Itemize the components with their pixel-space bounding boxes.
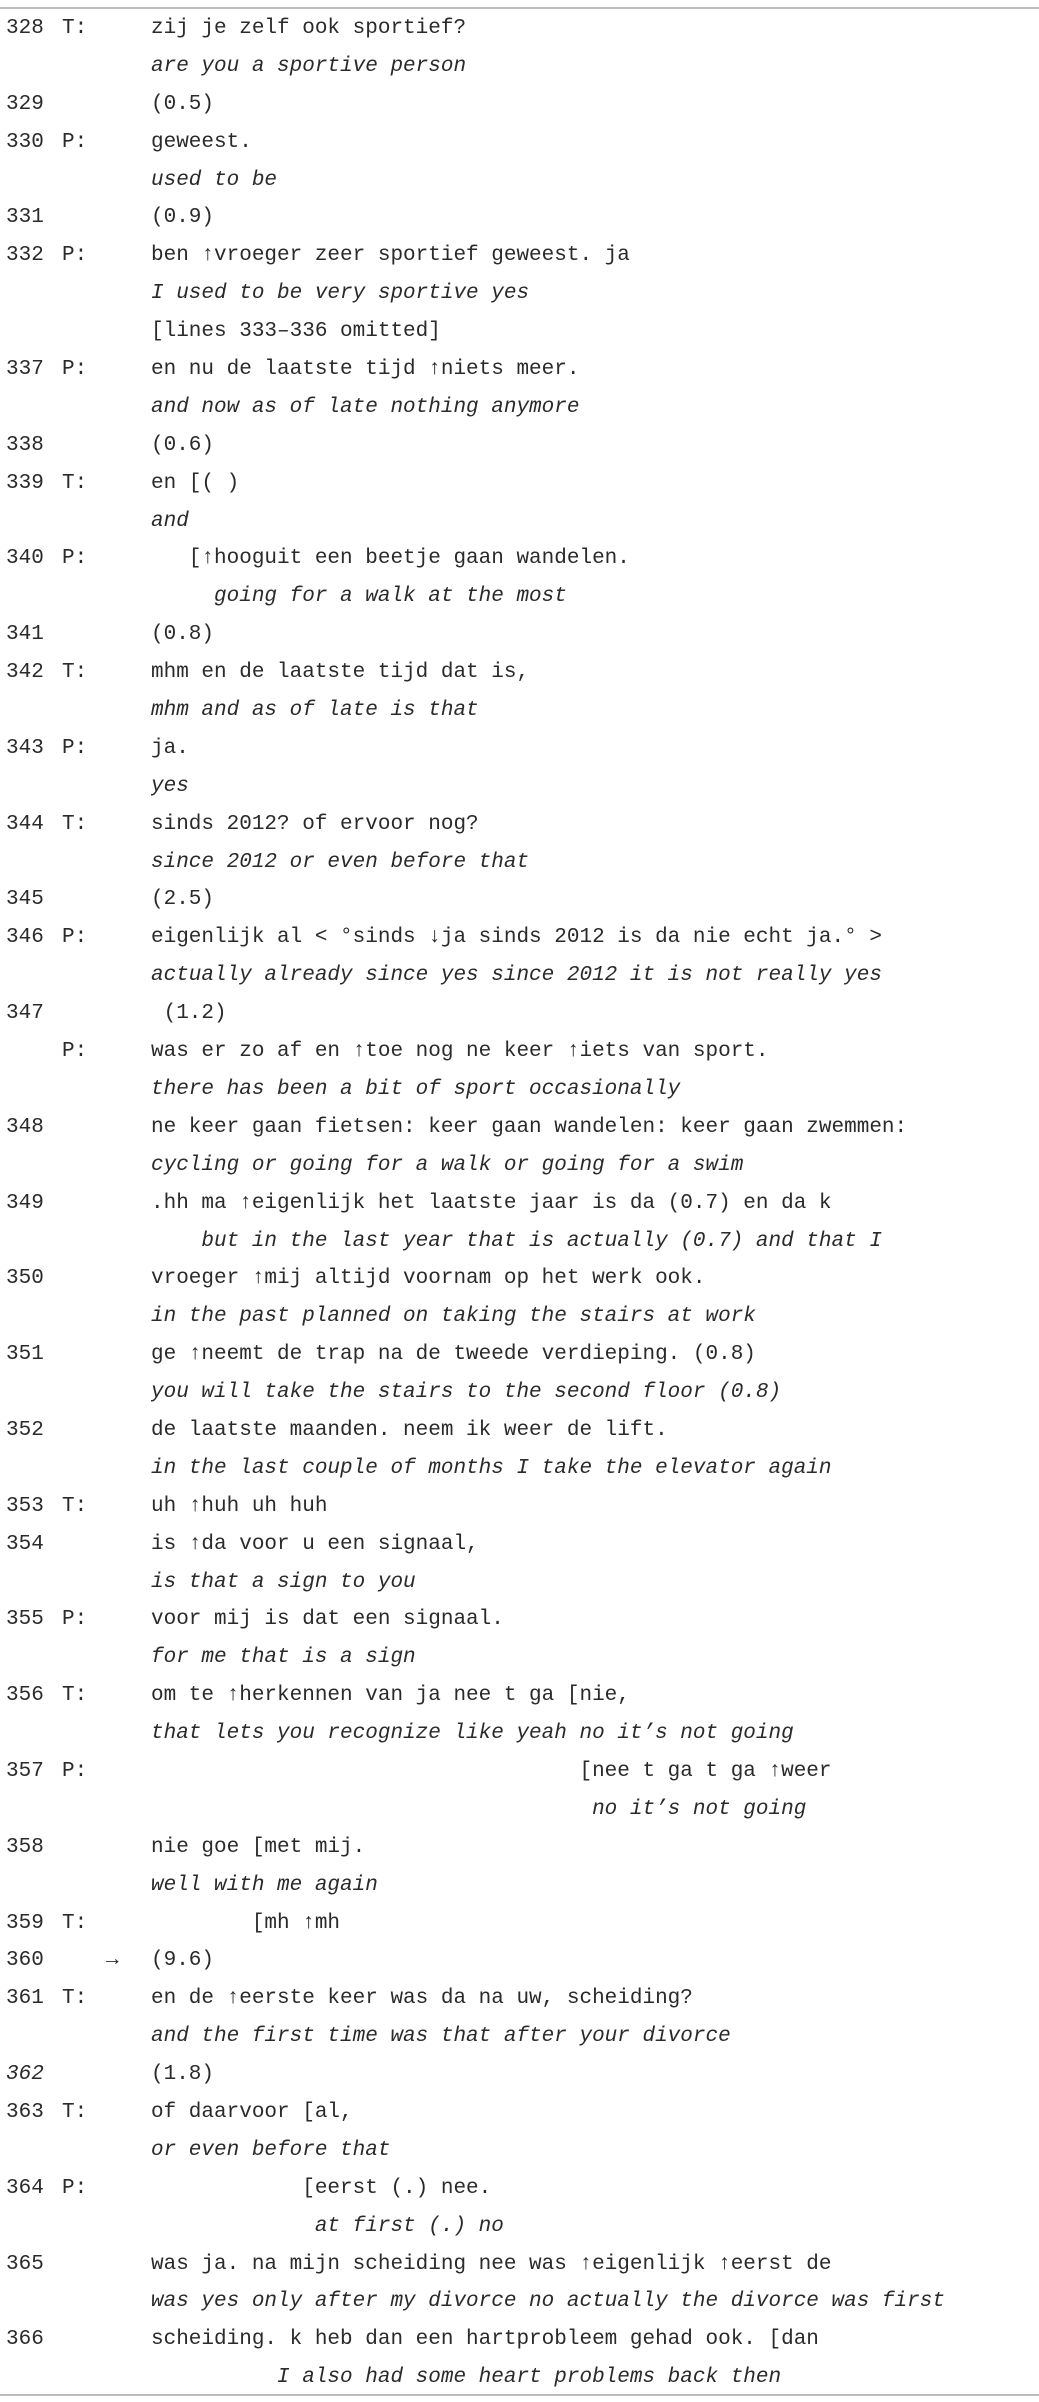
utterance-text: (0.6) — [151, 433, 215, 457]
transcript-line — [0, 1227, 1039, 1265]
speaker-label: P: — [62, 130, 88, 154]
transcript-line — [0, 90, 1039, 128]
speaker-label: T: — [62, 1987, 88, 2011]
utterance-text: [lines 333–336 omitted] — [151, 320, 441, 344]
utterance-text: ben ↑vroeger zeer sportief geweest. ja — [151, 244, 630, 268]
line-number: 366 — [6, 2328, 44, 2352]
transcript-line — [0, 2098, 1039, 2136]
transcript-line — [0, 203, 1039, 241]
utterance-text: (1.8) — [151, 2063, 215, 2087]
transcript-line — [0, 1605, 1039, 1643]
translation-text: yes — [151, 774, 189, 798]
speaker-label: T: — [62, 1494, 88, 1518]
transcript-line — [0, 2250, 1039, 2288]
transcript-line — [0, 1757, 1039, 1795]
transcript-line — [0, 393, 1039, 431]
line-number: 342 — [6, 661, 44, 685]
transcript-line — [0, 848, 1039, 886]
transcript-line — [0, 1378, 1039, 1416]
transcript-line — [0, 1113, 1039, 1151]
transcript-line — [0, 1871, 1039, 1909]
translation-text: no it’s not going — [151, 1797, 807, 1821]
speaker-label: T: — [62, 1684, 88, 1708]
utterance-text: (1.2) — [151, 1002, 227, 1026]
transcript-line — [0, 999, 1039, 1037]
translation-text: I used to be very sportive yes — [151, 282, 530, 306]
translation-text: and — [151, 509, 189, 533]
top-rule — [0, 7, 1039, 9]
utterance-text: voor mij is dat een signaal. — [151, 1608, 504, 1632]
line-number: 340 — [6, 547, 44, 571]
transcript-line — [0, 620, 1039, 658]
translation-text: is that a sign to you — [151, 1570, 416, 1594]
speaker-label: P: — [62, 1759, 88, 1783]
utterance-text: nie goe [met mij. — [151, 1835, 366, 1859]
translation-text: mhm and as of late is that — [151, 699, 479, 723]
translation-text: cycling or going for a walk or going for a swim — [151, 1153, 744, 1177]
transcript-line — [0, 166, 1039, 204]
transcript-line — [0, 544, 1039, 582]
transcript-line — [0, 1643, 1039, 1681]
transcript-line — [0, 317, 1039, 355]
transcript-line — [0, 1189, 1039, 1227]
transcript-line — [0, 1075, 1039, 1113]
translation-text: that lets you recognize like yeah no it’s not going — [151, 1722, 794, 1746]
line-number: 349 — [6, 1191, 44, 1215]
translation-text: since 2012 or even before that — [151, 850, 530, 874]
transcript-line — [0, 2287, 1039, 2325]
line-number: 363 — [6, 2100, 44, 2124]
utterance-text: om te ↑herkennen van ja nee t ga [nie, — [151, 1684, 630, 1708]
utterance-text: ge ↑neemt de trap na de tweede verdieping. (0.8) — [151, 1343, 756, 1367]
line-number: 343 — [6, 736, 44, 760]
utterance-text: .hh ma ↑eigenlijk het laatste jaar is da (0.7) en da k — [151, 1191, 832, 1215]
line-number: 360 — [6, 1949, 44, 1973]
transcript-line — [0, 734, 1039, 772]
transcript-line — [0, 507, 1039, 545]
transcript-line — [0, 2212, 1039, 2250]
line-number: 350 — [6, 1267, 44, 1291]
utterance-text: scheiding. k heb dan een hartprobleem gehad ook. [dan — [151, 2328, 819, 2352]
transcript-line — [0, 1833, 1039, 1871]
transcript-line — [0, 1984, 1039, 2022]
speaker-label: T: — [62, 471, 88, 495]
line-number: 355 — [6, 1608, 44, 1632]
line-number: 330 — [6, 130, 44, 154]
transcript-line — [0, 128, 1039, 166]
utterance-text: [nee t ga t ga ↑weer — [151, 1759, 832, 1783]
transcript-line — [0, 658, 1039, 696]
transcript-line — [0, 923, 1039, 961]
transcript-line — [0, 241, 1039, 279]
line-number: 358 — [6, 1835, 44, 1859]
utterance-text: vroeger ↑mij altijd voornam op het werk ook. — [151, 1267, 706, 1291]
speaker-label: T: — [62, 661, 88, 685]
transcript-line — [0, 1302, 1039, 1340]
utterance-text: en nu de laatste tijd ↑niets meer. — [151, 358, 580, 382]
line-number: 356 — [6, 1684, 44, 1708]
utterance-text: [eerst (.) nee. — [151, 2176, 492, 2200]
speaker-label: T: — [62, 812, 88, 836]
transcript-line — [0, 14, 1039, 52]
transcript-line — [0, 810, 1039, 848]
utterance-text: (0.9) — [151, 206, 215, 230]
line-number: 351 — [6, 1343, 44, 1367]
speaker-label: T: — [62, 2100, 88, 2124]
line-number: 361 — [6, 1987, 44, 2011]
translation-text: in the last couple of months I take the elevator again — [151, 1456, 832, 1480]
utterance-text: mhm en de laatste tijd dat is, — [151, 661, 530, 685]
line-number: 359 — [6, 1911, 44, 1935]
transcript-line — [0, 1681, 1039, 1719]
line-number: 353 — [6, 1494, 44, 1518]
transcript-line — [0, 431, 1039, 469]
utterance-text: de laatste maanden. neem ik weer de lift. — [151, 1418, 668, 1442]
translation-text: going for a walk at the most — [151, 585, 567, 609]
transcript-line — [0, 1795, 1039, 1833]
transcript-line — [0, 696, 1039, 734]
translation-text: at first (.) no — [151, 2214, 504, 2238]
transcript-line — [0, 1340, 1039, 1378]
translation-text: there has been a bit of sport occasionally — [151, 1077, 681, 1101]
transcript-line — [0, 1719, 1039, 1757]
utterance-text: [mh ↑mh — [151, 1911, 341, 1935]
transcript-line — [0, 279, 1039, 317]
utterance-text: ne keer gaan fietsen: keer gaan wandelen: keer gaan zwemmen: — [151, 1115, 908, 1139]
transcript-line — [0, 2060, 1039, 2098]
translation-text: and now as of late nothing anymore — [151, 395, 580, 419]
transcript-line — [0, 2325, 1039, 2363]
utterance-text: sinds 2012? of ervoor nog? — [151, 812, 479, 836]
utterance-text: (2.5) — [151, 888, 215, 912]
translation-text: are you a sportive person — [151, 54, 467, 78]
bottom-rule — [0, 2394, 1039, 2396]
transcript-line — [0, 2174, 1039, 2212]
utterance-text: ja. — [151, 736, 189, 760]
speaker-label: P: — [62, 547, 88, 571]
transcript-line — [0, 52, 1039, 90]
utterance-text: geweest. — [151, 130, 252, 154]
utterance-text: was ja. na mijn scheiding nee was ↑eigenlijk ↑eerst de — [151, 2252, 832, 2276]
transcript-line — [0, 1568, 1039, 1606]
line-number: 328 — [6, 17, 44, 40]
transcript-line — [0, 1530, 1039, 1568]
translation-text: for me that is a sign — [151, 1646, 416, 1670]
utterance-text: is ↑da voor u een signaal, — [151, 1532, 479, 1556]
line-number: 362 — [6, 2063, 44, 2087]
speaker-label: P: — [62, 358, 88, 382]
transcript-line — [0, 772, 1039, 810]
line-number: 329 — [6, 92, 44, 116]
line-number: 348 — [6, 1115, 44, 1139]
line-number: 344 — [6, 812, 44, 836]
utterance-text: was er zo af en ↑toe nog ne keer ↑iets van sport. — [151, 1040, 769, 1064]
line-number: 337 — [6, 358, 44, 382]
utterance-text: of daarvoor [al, — [151, 2100, 353, 2124]
utterance-text: (0.5) — [151, 92, 215, 116]
utterance-text: en de ↑eerste keer was da na uw, scheiding? — [151, 1987, 693, 2011]
transcript-line — [0, 1264, 1039, 1302]
speaker-label: T: — [62, 1911, 88, 1935]
translation-text: was yes only after my divorce no actually the divorce was first — [151, 2290, 945, 2314]
transcript-line — [0, 355, 1039, 393]
speaker-label: P: — [62, 926, 88, 950]
utterance-text: uh ↑huh uh huh — [151, 1494, 328, 1518]
transcript-line — [0, 582, 1039, 620]
line-number: 345 — [6, 888, 44, 912]
transcript-line — [0, 885, 1039, 923]
transcript-line — [0, 1909, 1039, 1947]
speaker-label: P: — [62, 1040, 88, 1064]
translation-text: well with me again — [151, 1873, 378, 1897]
transcript-line — [0, 1454, 1039, 1492]
transcript-line — [0, 1492, 1039, 1530]
translation-text: but in the last year that is actually (0.7) and that I — [151, 1229, 882, 1253]
translation-text: actually already since yes since 2012 it is not really yes — [151, 964, 882, 988]
line-number: 346 — [6, 926, 44, 950]
transcript-line — [0, 2022, 1039, 2060]
focus-arrow: → — [106, 1949, 119, 1973]
translation-text: you will take the stairs to the second floor (0.8) — [151, 1381, 782, 1405]
transcript-line — [0, 1416, 1039, 1454]
transcript — [0, 14, 1039, 2401]
transcript-line — [0, 1037, 1039, 1075]
utterance-text: (0.8) — [151, 623, 215, 647]
speaker-label: P: — [62, 1608, 88, 1632]
line-number: 354 — [6, 1532, 44, 1556]
transcript-line — [0, 469, 1039, 507]
utterance-text: eigenlijk al < °sinds ↓ja sinds 2012 is da nie echt ja.° > — [151, 926, 882, 950]
translation-text: I also had some heart problems back then — [151, 2366, 782, 2390]
speaker-label: P: — [62, 244, 88, 268]
translation-text: in the past planned on taking the stairs at work — [151, 1305, 756, 1329]
line-number: 347 — [6, 1002, 44, 1026]
transcript-line — [0, 1151, 1039, 1189]
speaker-label: T: — [62, 17, 88, 40]
utterance-text: (9.6) — [151, 1949, 215, 1973]
transcript-line — [0, 961, 1039, 999]
line-number: 338 — [6, 433, 44, 457]
line-number: 365 — [6, 2252, 44, 2276]
translation-text: and the first time was that after your divorce — [151, 2025, 731, 2049]
line-number: 339 — [6, 471, 44, 495]
line-number: 364 — [6, 2176, 44, 2200]
line-number: 341 — [6, 623, 44, 647]
utterance-text: [↑hooguit een beetje gaan wandelen. — [151, 547, 630, 571]
line-number: 332 — [6, 244, 44, 268]
translation-text: used to be — [151, 168, 278, 192]
transcript-line — [0, 1946, 1039, 1984]
transcript-line — [0, 2136, 1039, 2174]
line-number: 357 — [6, 1759, 44, 1783]
speaker-label: P: — [62, 736, 88, 760]
utterance-text: zij je zelf ook sportief? — [151, 17, 467, 40]
line-number: 352 — [6, 1418, 44, 1442]
translation-text: or even before that — [151, 2138, 391, 2162]
speaker-label: P: — [62, 2176, 88, 2200]
line-number: 331 — [6, 206, 44, 230]
utterance-text: en [( ) — [151, 471, 240, 495]
